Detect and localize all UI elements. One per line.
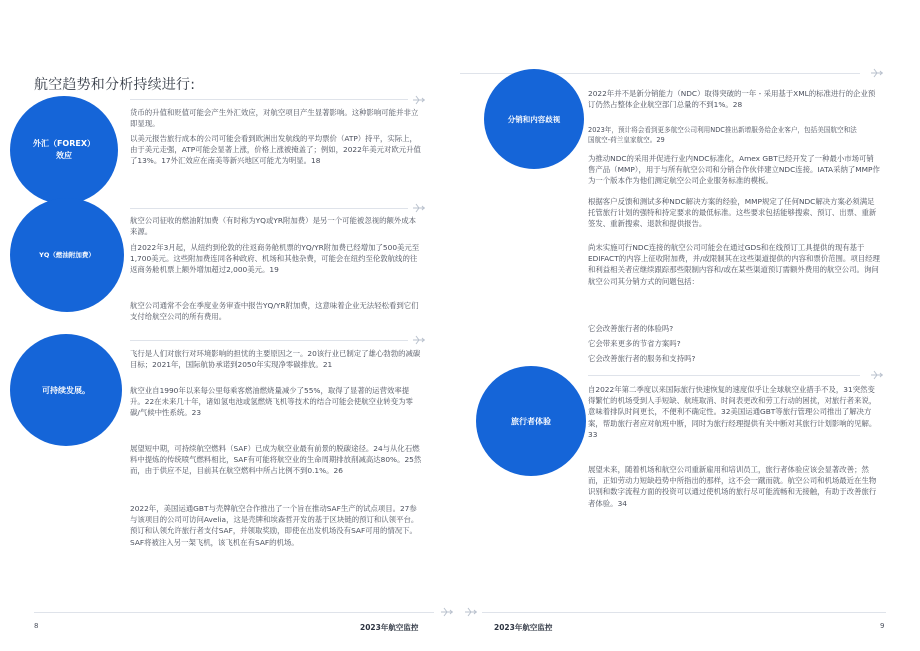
page-title: 航空趋势和分析持续进行: — [34, 77, 196, 93]
traveler-experience-circle — [476, 366, 586, 476]
question-3: 它会改善旅行者的服务和支持吗? — [588, 354, 696, 363]
distribution-circle — [484, 69, 584, 169]
page-number: 8 — [34, 622, 39, 630]
forex-paragraph-2: 以美元报告旅行成本的公司可能会看到欧洲出发航线的平均票价（ATP）持平，实际上，由于美元走强，ATP可能会显著上涨，价格上涨被掩盖了；例如，2022年美元对欧元升值了13%。17外汇效应在南美等新兴地区可能尤为明显。18 — [130, 134, 421, 166]
section-divider — [130, 99, 408, 100]
question-1: 它会改善旅行者的体验吗? — [588, 324, 674, 333]
question-2: 它会带来更多的节省方案吗? — [588, 339, 681, 348]
right-page — [460, 0, 920, 651]
sustainability-paragraph-3: 展望短中期，可持续航空燃料（SAF）已成为航空业最有前景的脱碳途径。24与从化石燃料中提炼的传统喷气燃料相比，SAF有可能将航空业的生命周期排放削减高达80%。25然而，由于供应不足，目前其在航空燃料中所占比例不到0.1%。26 — [130, 444, 422, 476]
distribution-paragraph-1: 2022年并不是新分销能力（NDC）取得突破的一年 - 采用基于XML的标准进行的企业预订仍然占整体企业航空部门总量的不到1%。28 — [588, 89, 876, 110]
sustainability-paragraph-2: 航空业自1990年以来每公里每乘客燃油燃烧量减少了55%，取得了显著的运营效率提升。22在未来几十年，诸如氢电池或氢燃烧飞机等技术的结合可能会使航空业转变为零碳/气候中性系统。23 — [130, 386, 413, 418]
airplane-icon — [464, 607, 478, 617]
forex-circle-label-2: 效应 — [56, 151, 72, 160]
section-divider — [130, 340, 408, 341]
forex-circle-label: 外汇（FOREX） — [32, 139, 96, 148]
sustainability-circle-label: 可持续发展。 — [42, 385, 90, 395]
distribution-paragraph-4: 根据客户反馈和测试多种NDC解决方案的经验，MMP规定了任何NDC解决方案必须满足托管旅行计划的强特和持定要求的最低标准。这些要求包括能够搜索、预订、出票、重新签发、重新搜索、退款和提供报告。 — [588, 197, 877, 229]
sustainability-paragraph-1: 飞行是人们对旅行对环境影响的担忧的主要原因之一。20该行业已制定了雄心勃勃的减碳目标；2021年，国际航协承诺到2050年实现净零碳排放。21 — [130, 349, 421, 370]
footer-title: 2023年航空监控 — [360, 623, 419, 632]
airplane-icon — [412, 95, 426, 105]
section-divider — [588, 375, 860, 376]
distribution-circle-label: 分销和内容歧视 — [507, 114, 561, 124]
yq-paragraph-3: 航空公司通常不会在季度业务审查中报告YQ/YR附加费，这意味着企业无法轻松看到它们支付给航空公司的所有费用。 — [130, 301, 419, 322]
experience-paragraph-1: 自2022年第二季度以来国际旅行快速恢复的速度似乎让全球航空业措手不及，31突然变得繁忙的机场受到人手短缺、航班取消、时间表更改和劳工行动的困扰，对旅行者来说，意味着排队时间更长，不便利不确定性。32美国运通GBT等旅行管理公司推出了解决方案，帮助旅行者应对航班中断，同时为旅行经理提供有关中断对其旅行计划影响的见解。33 — [588, 385, 877, 439]
traveler-experience-circle-label: 旅行者体验 — [511, 416, 551, 426]
page-number: 9 — [880, 622, 885, 630]
airplane-icon — [412, 335, 426, 345]
airplane-icon — [870, 68, 884, 78]
forex-paragraph-1: 货币的升值和贬值可能会产生外汇效应，对航空项目产生显著影响。这种影响可能并非立即显现。 — [130, 108, 419, 129]
section-divider — [130, 208, 408, 209]
distribution-paragraph-5: 尚未实施可行NDC连接的航空公司可能会在通过GDS和在线预订工具提供的现有基于EDIFACT的内容上征收附加费，并/或限制其在这些渠道提供的内容和票价范围。项目经理和利益相关者应继续跟踪那些限制内容和/或在某些渠道预订需额外费用的航空公司。询问航空公司其分销方式的问题包括： — [588, 243, 880, 286]
airplane-icon — [870, 370, 884, 380]
yq-circle — [10, 198, 124, 312]
airplane-icon — [412, 203, 426, 213]
experience-paragraph-2: 展望未来，随着机场和航空公司重新雇用和培训员工，旅行者体验应该会显著改善；然而，正如劳动力短缺趋势中所指出的那样，这不会一蹴而就。航空公司和机场最近在生物识别和数字流程方面的投资可以通过使机场的旅行尽可能流畅和无接触，有助于改善旅行者体验。34 — [588, 465, 877, 508]
forex-circle — [10, 96, 118, 204]
footer-title: 2023年航空监控 — [494, 623, 553, 632]
airplane-icon — [440, 607, 454, 617]
distribution-paragraph-3: 为推动NDC的采用并促进行业内NDC标准化，Amex GBT已经开发了一种最小市场可销售产品（MMP），用于与所有航空公司和分销合作伙伴建立NDC连接。IATA采纳了MMP作为一个版本作为他们测定航空公司企业服务标准的模板。 — [588, 154, 880, 186]
yq-circle-label: YQ（燃油附加费） — [39, 251, 95, 259]
footer-divider — [482, 612, 886, 613]
yq-paragraph-1: 航空公司征收的燃油附加费（有时称为YQ或YR附加费）是另一个可能被忽视的额外成本来源。 — [130, 216, 417, 237]
sustainability-circle — [10, 334, 122, 446]
yq-paragraph-2: 自2022年3月起，从纽约到伦敦的往返商务舱机票的YQ/YR附加费已经增加了500美元至1,700美元。这些附加费连同各种政府、机场和其他杂费，可能会在纽约至伦敦航线的往返商务舱机票上额外增加超过2,000美元。19 — [130, 243, 420, 275]
sustainability-paragraph-4: 2022年，美国运通GBT与壳牌航空合作推出了一个旨在推动SAF生产的试点项目。27参与该项目的公司可访问Avelia，这是壳牌和埃森哲开发的基于区块链的预订和认领平台。预订和认领允许旅行者支付SAF，并领取奖励，即使在出发机场没有SAF可用的情况下。SAF将被注入另一架飞机，该飞机在有SAF的机场。 — [130, 504, 419, 547]
distribution-paragraph-2: 2023年，预计将会看到更多航空公司利用NDC推出新增服务给企业客户，包括美国航空和法国航空-荷兰皇家航空。29 — [588, 126, 857, 144]
footer-divider — [34, 612, 434, 613]
